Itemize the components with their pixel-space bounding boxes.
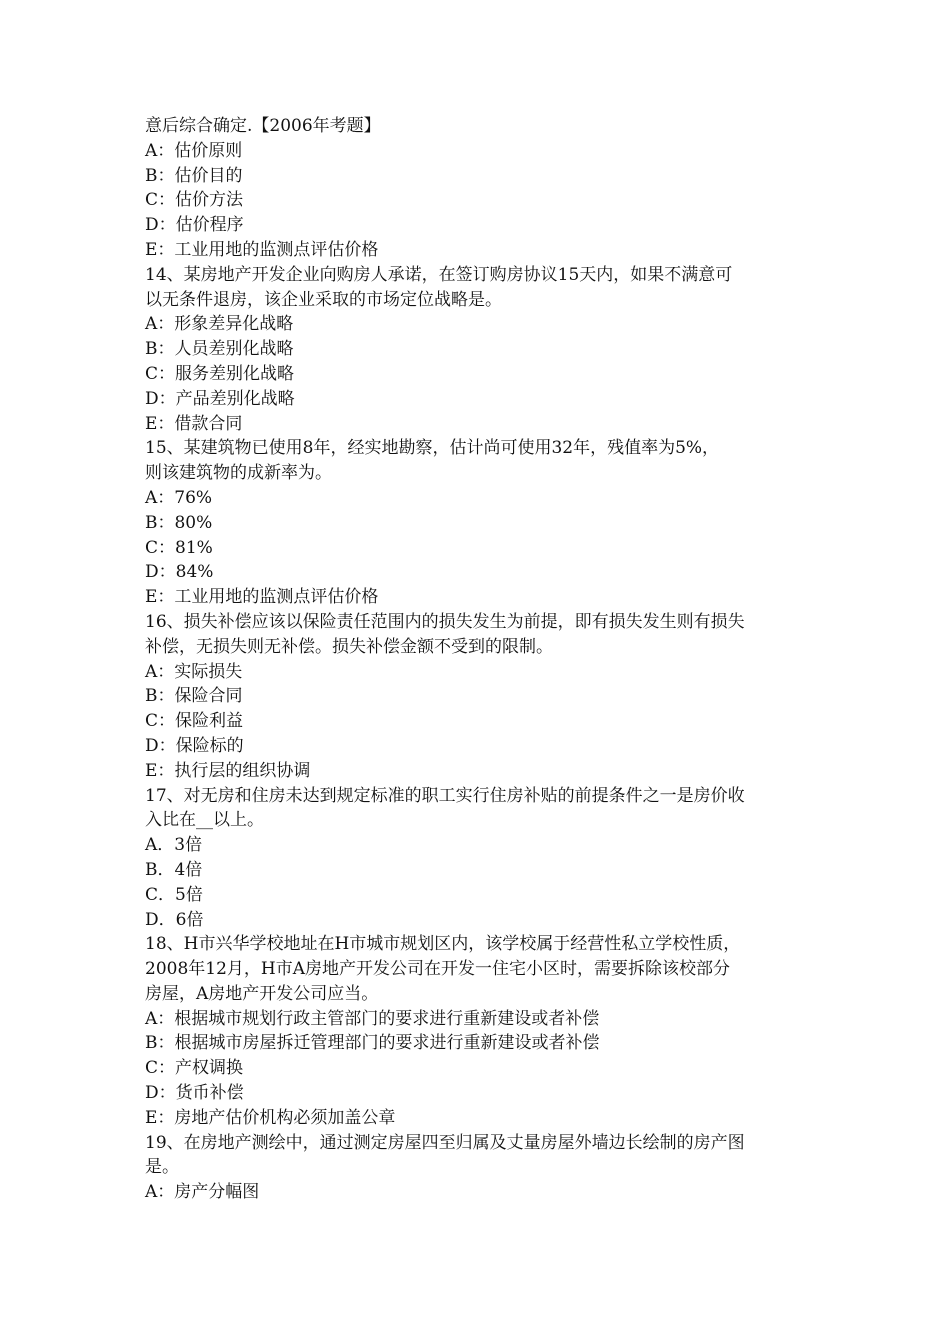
option-a: A：房产分幅图 (145, 1182, 260, 1203)
option-a: A：估价原则 (145, 140, 243, 161)
option-e: E：房地产估价机构必须加盖公章 (145, 1107, 396, 1128)
question-14: 14、某房地产开发企业向购房人承诺，在签订购房协议15天内，如果不满意可 (145, 264, 733, 285)
option-e: E：工业用地的监测点评估价格 (145, 239, 379, 260)
option-d: D：84% (145, 562, 214, 583)
option-e: E：执行层的组织协调 (145, 760, 311, 781)
question-17: 17、对无房和住房未达到规定标准的职工实行住房补贴的前提条件之一是房价收 (145, 785, 745, 806)
option-a: A：根据城市规划行政主管部门的要求进行重新建设或者补偿 (145, 1008, 600, 1029)
question-15-cont: 则该建筑物的成新率为。 (145, 463, 332, 484)
question-18-cont: 房屋，A房地产开发公司应当。 (145, 983, 379, 1004)
option-d: D．6倍 (145, 909, 204, 930)
option-d: D：产品差别化战略 (145, 388, 295, 409)
option-b: B：人员差别化战略 (145, 339, 294, 360)
question-18-cont: 2008年12月，H市A房地产开发公司在开发一住宅小区时，需要拆除该校部分 (145, 959, 730, 980)
option-c: C：估价方法 (145, 190, 244, 211)
option-b: B：根据城市房屋拆迁管理部门的要求进行重新建设或者补偿 (145, 1033, 600, 1054)
question-18: 18、H市兴华学校地址在H市城市规划区内，该学校属于经营性私立学校性质， (145, 934, 741, 955)
option-b: B：80% (145, 512, 213, 533)
option-c: C．5倍 (145, 884, 203, 905)
option-a: A．3倍 (145, 835, 203, 856)
option-a: A：实际损失 (145, 661, 243, 682)
option-a: A：76% (145, 487, 213, 508)
option-d: D：货币补偿 (145, 1083, 244, 1104)
option-b: B：保险合同 (145, 686, 243, 707)
question-19-cont: 是。 (145, 1157, 179, 1178)
option-a: A：形象差异化战略 (145, 314, 294, 335)
option-c: C：81% (145, 537, 213, 558)
text-line: 意后综合确定.【2006年考题】 (145, 116, 381, 136)
option-e: E：工业用地的监测点评估价格 (145, 587, 379, 608)
question-17-cont: 入比在__以上。 (145, 810, 264, 831)
document-body (145, 114, 815, 1205)
option-b: B：估价目的 (145, 165, 243, 186)
question-16-cont: 补偿，无损失则无补偿。损失补偿金额不受到的限制。 (145, 636, 553, 657)
question-14-cont: 以无条件退房，该企业采取的市场定位战略是。 (145, 289, 502, 310)
option-d: D：保险标的 (145, 735, 244, 756)
option-d: D：估价程序 (145, 215, 244, 236)
question-15: 15、某建筑物已使用8年，经实地勘察，估计尚可使用32年，残值率为5%， (145, 438, 720, 459)
option-c: C：产权调换 (145, 1058, 244, 1079)
option-c: C：服务差别化战略 (145, 363, 295, 384)
question-16: 16、损失补偿应该以保险责任范围内的损失发生为前提，即有损失发生则有损失 (145, 611, 745, 632)
option-c: C：保险利益 (145, 711, 244, 732)
question-19: 19、在房地产测绘中，通过测定房屋四至归属及丈量房屋外墙边长绘制的房产图 (145, 1132, 745, 1153)
option-e: E：借款合同 (145, 413, 243, 434)
option-b: B．4倍 (145, 859, 203, 880)
